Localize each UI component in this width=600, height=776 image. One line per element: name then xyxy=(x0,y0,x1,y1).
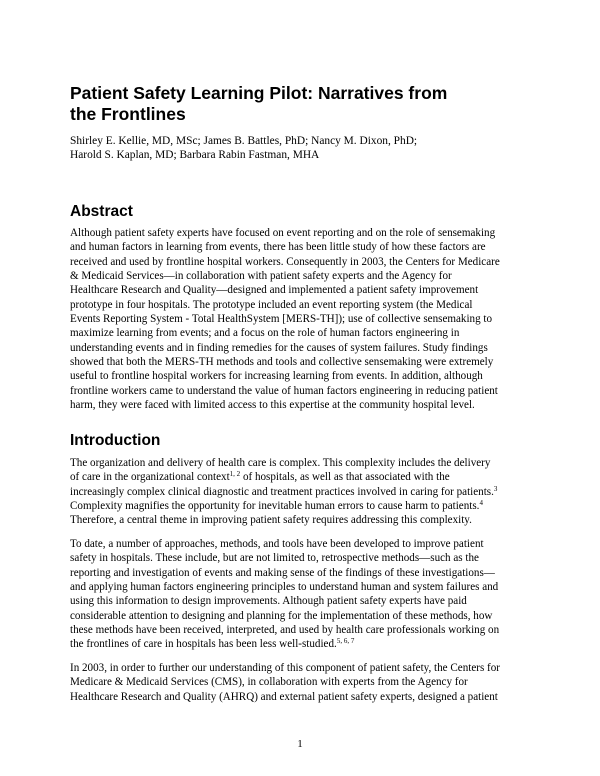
abstract-paragraph xyxy=(70,226,538,412)
intro-text: the frontlines of care in hospitals has been less well-studied. xyxy=(70,638,337,651)
author-list xyxy=(70,134,540,163)
abstract-line: Events Reporting System - Total HealthSystem [MERS-TH]); use of collective sensemaking to xyxy=(70,313,493,326)
citation-superscript: 1, 2 xyxy=(229,470,241,479)
intro-text: increasingly complex clinical diagnostic and treatment practices involved in caring for patients. xyxy=(70,485,494,498)
intro-line: To date, a number of approaches, methods, and tools have been developed to improve patient xyxy=(70,538,484,550)
intro-line: and applying human factors engineering principles to understand human and system failures and xyxy=(70,581,499,594)
intro-line: Healthcare Research and Quality (AHRQ) and external patient safety experts, designed a patient xyxy=(70,690,498,703)
abstract-line: Healthcare Research and Quality—designed and implemented a patient safety improvement xyxy=(70,284,479,297)
intro-line xyxy=(70,499,538,513)
authors-line-2: Harold S. Kaplan, MD; Barbara Rabin Fastman, MHA xyxy=(70,149,320,162)
abstract-line: understanding events and in finding remedies for the causes of system failures. Study findings xyxy=(70,341,488,354)
citation-superscript: 5, 6, 7 xyxy=(336,637,355,646)
intro-line: The organization and delivery of health care is complex. This complexity includes the delivery xyxy=(70,457,491,469)
abstract-line: Although patient safety experts have focused on event reporting and on the role of sensemaking xyxy=(70,227,496,239)
introduction-paragraph-2 xyxy=(70,537,538,652)
intro-line xyxy=(70,470,538,484)
citation-superscript: 3 xyxy=(493,484,498,493)
abstract-line: and human factors in learning from events, there has been little study of how these factors are xyxy=(70,241,486,254)
abstract-line: harm, they were faced with limited access to this expertise at the community hospital level. xyxy=(70,399,475,412)
abstract-line: & Medicaid Services—in collaboration with patient safety experts and the Agency for xyxy=(70,270,452,283)
title-line-2: the Frontlines xyxy=(70,104,186,124)
abstract-line: received and used by frontline hospital workers. Consequently in 2003, the Centers for Medicare xyxy=(70,255,500,268)
intro-line xyxy=(70,637,538,651)
intro-line: reporting and investigation of events and making sense of the findings of these investigations— xyxy=(70,566,495,579)
introduction-paragraph-1 xyxy=(70,456,538,528)
intro-line: safety in hospitals. These include, but are not limited to, retrospective methods—such as the xyxy=(70,552,479,565)
introduction-paragraph-3 xyxy=(70,661,538,704)
intro-line: considerable attention to designing and planning for the implementation of these methods, how xyxy=(70,609,493,622)
introduction-heading: Introduction xyxy=(70,432,161,449)
abstract-line: useful to frontline hospital workers for increasing learning from events. In addition, although xyxy=(70,370,483,383)
intro-text: Complexity magnifies the opportunity for inevitable human errors to cause harm to patients. xyxy=(70,500,480,513)
abstract-line: frontline workers came to understand the value of human factors engineering in reducing patient xyxy=(70,384,498,397)
authors-line-1: Shirley E. Kellie, MD, MSc; James B. Battles, PhD; Nancy M. Dixon, PhD; xyxy=(70,135,418,147)
intro-text: of care in the organizational context xyxy=(70,471,230,484)
title-line-1: Patient Safety Learning Pilot: Narratives from xyxy=(70,83,448,103)
intro-line xyxy=(70,485,538,499)
citation-superscript: 4 xyxy=(479,499,483,508)
intro-line: using this information to design improvements. Although patient safety experts have paid xyxy=(70,595,467,608)
intro-line: In 2003, in order to further our understanding of this component of patient safety, the Centers for xyxy=(70,662,500,674)
intro-line: Medicare & Medicaid Services (CMS), in collaboration with experts from the Agency for xyxy=(70,676,468,689)
intro-line: these methods have been received, interpreted, and used by health care professionals working on xyxy=(70,624,500,637)
abstract-line: showed that both the MERS-TH methods and tools and collective sensemaking were extremely xyxy=(70,356,494,369)
abstract-line: maximize learning from events; and a focus on the role of human factors engineering in xyxy=(70,327,460,340)
abstract-heading: Abstract xyxy=(70,203,133,220)
abstract-line: prototype in four hospitals. The prototype included an event reporting system (the Medical xyxy=(70,298,473,311)
page-number: 1 xyxy=(297,738,303,750)
paper-title xyxy=(70,83,540,125)
intro-line: Therefore, a central theme in improving patient safety requires addressing this complexity. xyxy=(70,514,472,527)
intro-text: of hospitals, as well as that associated with the xyxy=(240,471,450,484)
